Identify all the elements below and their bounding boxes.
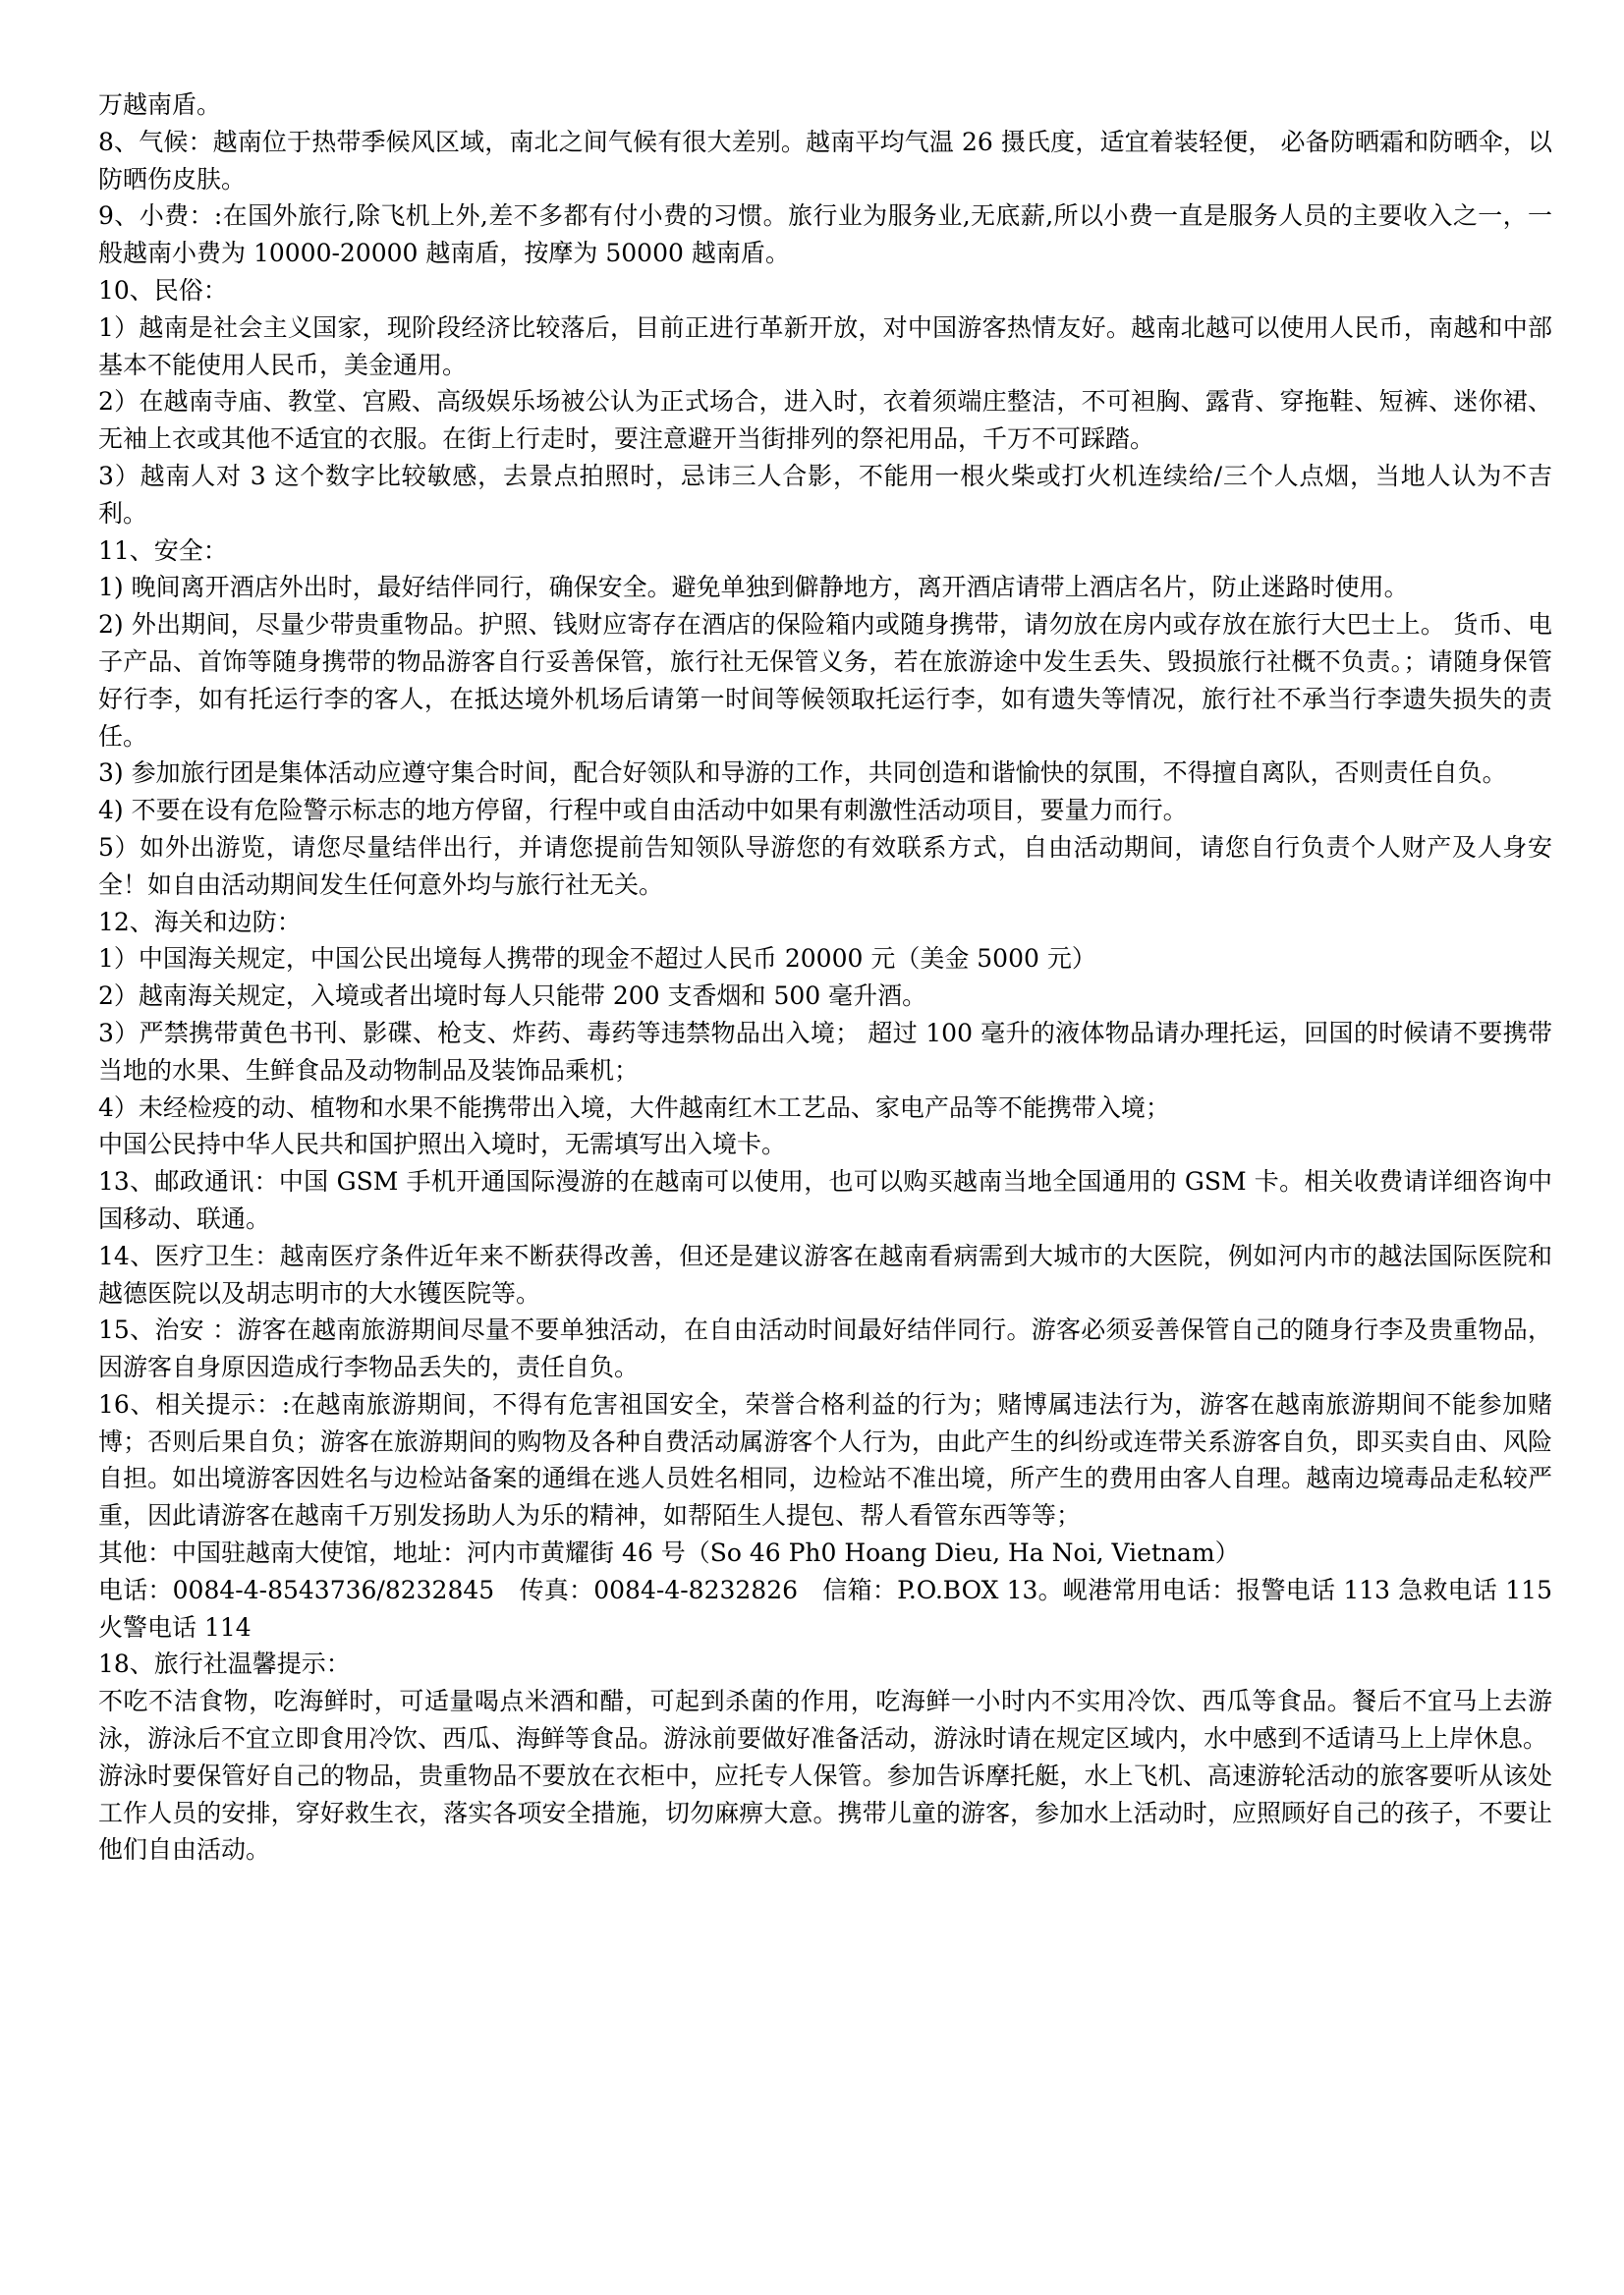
customs-item-3: 3）越南人对 3 这个数字比较敏感，去景点拍照时，忌讳三人合影，不能用一根火柴或打火机连续给/三个人点烟，当地人认为不吉利。 — [98, 461, 1552, 528]
medical-paragraph: 14、医疗卫生：越南医疗条件近年来不断获得改善，但还是建议游客在越南看病需到大城市的大医院，例如河内市的越法国际医院和越德医院以及胡志明市的大水镬医院等。 — [98, 1241, 1552, 1308]
document-body — [98, 86, 1552, 1869]
customs-heading: 10、民俗： — [98, 275, 228, 305]
safety-item-2: 2) 外出期间，尽量少带贵重物品。护照、钱财应寄存在酒店的保险箱内或随身携带，请勿放在房内或存放在旅行大巴士上。 货币、电子产品、首饰等随身携带的物品游客自行妥善保管，旅行社无保管义务，若在旅游途中发生丢失、毁损旅行社概不负责。；请随身保管好行李，如有托运行李的客人，在抵达境外机场后请第一时间等候领取托运行李，如有遗失等情况，旅行社不承当行李遗失损失的责任。 — [98, 610, 1552, 751]
security-paragraph: 15、治安 ：游客在越南旅游期间尽量不要单独活动，在自由活动时间最好结伴同行。游客必须妥善保管自己的随身行李及贵重物品，因游客自身原因造成行李物品丢失的，责任自负。 — [98, 1315, 1552, 1382]
telecom-paragraph: 13、邮政通讯：中国 GSM 手机开通国际漫游的在越南可以使用，也可以购买越南当地全国通用的 GSM 卡。相关收费请详细咨询中国移动、联通。 — [98, 1167, 1552, 1233]
customs-item-1: 1）越南是社会主义国家，现阶段经济比较落后，目前正进行革新开放，对中国游客热情友好。越南北越可以使用人民币，南越和中部基本不能使用人民币，美金通用。 — [98, 312, 1552, 379]
safety-item-3: 3) 参加旅行团是集体活动应遵守集合时间，配合好领队和导游的工作，共同创造和谐愉快的氛围，不得擅自离队，否则责任自负。 — [98, 758, 1507, 788]
border-item-3: 3）严禁携带黄色书刊、影碟、枪支、炸药、毒药等违禁物品出入境； 超过 100 毫升的液体物品请办理托运，回国的时候请不要携带当地的水果、生鲜食品及动物制品及装饰品乘机； — [98, 1018, 1552, 1085]
safety-item-1: 1) 晚间离开酒店外出时，最好结伴同行，确保安全。避免单独到僻静地方，离开酒店请带上酒店名片，防止迷路时使用。 — [98, 573, 1409, 602]
safety-item-4: 4) 不要在设有危险警示标志的地方停留，行程中或自由活动中如果有刺激性活动项目，要量力而行。 — [98, 796, 1188, 825]
border-item-2: 2）越南海关规定，入境或者出境时每人只能带 200 支香烟和 500 毫升酒。 — [98, 981, 927, 1011]
contact-phones: 电话：0084-4-8543736/8232845 传真：0084-4-8232826 信箱：P.O.BOX 13。岘港常用电话：报警电话 113 急救电话 115 火警电话 114 — [98, 1575, 1552, 1642]
border-note: 中国公民持中华人民共和国护照出入境时，无需填写出入境卡。 — [98, 1130, 787, 1159]
agency-tips-heading: 18、旅行社温馨提示： — [98, 1650, 351, 1679]
food-swim-paragraph: 不吃不洁食物，吃海鲜时，可适量喝点米酒和醋，可起到杀菌的作用，吃海鲜一小时内不实用冷饮、西瓜等食品。餐后不宜马上去游泳，游泳后不宜立即食用冷饮、西瓜、海鲜等食品。游泳前要做好准备活动，游泳时请在规定区域内，水中感到不适请马上上岸休息。 — [98, 1687, 1552, 1754]
text-line: 万越南盾。 — [98, 90, 222, 119]
border-heading: 12、海关和边防： — [98, 907, 302, 936]
water-activity-paragraph: 游泳时要保管好自己的物品，贵重物品不要放在衣柜中，应托专人保管。参加告诉摩托艇，水上飞机、高速游轮活动的旅客要听从该处工作人员的安排，穿好救生衣，落实各项安全措施，切勿麻痹大意。携带儿童的游客，参加水上活动时，应照顾好自己的孩子，不要让他们自由活动。 — [98, 1761, 1552, 1865]
border-item-1: 1）中国海关规定，中国公民出境每人携带的现金不超过人民币 20000 元（美金 5000 元） — [98, 944, 1096, 974]
safety-item-5: 5）如外出游览，请您尽量结伴出行，并请您提前告知领队导游您的有效联系方式，自由活动期间，请您自行负责个人财产及人身安全！如自由活动期间发生任何意外均与旅行社无关。 — [98, 832, 1552, 899]
climate-paragraph: 8、气候：越南位于热带季候风区域，南北之间气候有很大差别。越南平均气温 26 摄氏度，适宜着装轻便， 必备防晒霜和防晒伞，以防晒伤皮肤。 — [98, 127, 1552, 194]
embassy-address: 其他：中国驻越南大使馆，地址：河内市黄耀街 46 号（So 46 Ph0 Hoang Dieu, Ha Noi, Vietnam） — [98, 1539, 1240, 1568]
safety-heading: 11、安全： — [98, 535, 228, 565]
customs-item-2: 2）在越南寺庙、教堂、宫殿、高级娱乐场被公认为正式场合，进入时，衣着须端庄整洁，不可袒胸、露背、穿拖鞋、短裤、迷你裙、无袖上衣或其他不适宜的衣服。在街上行走时，要注意避开当街排列的祭祀用品，千万不可踩踏。 — [98, 387, 1552, 454]
tipping-paragraph: 9、小费：:在国外旅行,除飞机上外,差不多都有付小费的习惯。旅行业为服务业,无底薪,所以小费一直是服务人员的主要收入之一，一般越南小费为 10000-20000 越南盾，按摩为 50000 越南盾。 — [98, 201, 1552, 268]
tips-paragraph: 16、相关提示：:在越南旅游期间，不得有危害祖国安全，荣誉合格利益的行为；赌博属违法行为，游客在越南旅游期间不能参加赌博；否则后果自负；游客在旅游期间的购物及各种自费活动属游客个人行为，由此产生的纠纷或连带关系游客自负，即买卖自由、风险自担。如出境游客因姓名与边检站备案的通缉在逃人员姓名相同，边检站不准出境，所产生的费用由客人自理。越南边境毒品走私较严重，因此请游客在越南千万别发扬助人为乐的精神，如帮陌生人提包、帮人看管东西等等； — [98, 1389, 1552, 1531]
border-item-4: 4）未经检疫的动、植物和水果不能携带出入境，大件越南红木工艺品、家电产品等不能携带入境； — [98, 1092, 1170, 1122]
